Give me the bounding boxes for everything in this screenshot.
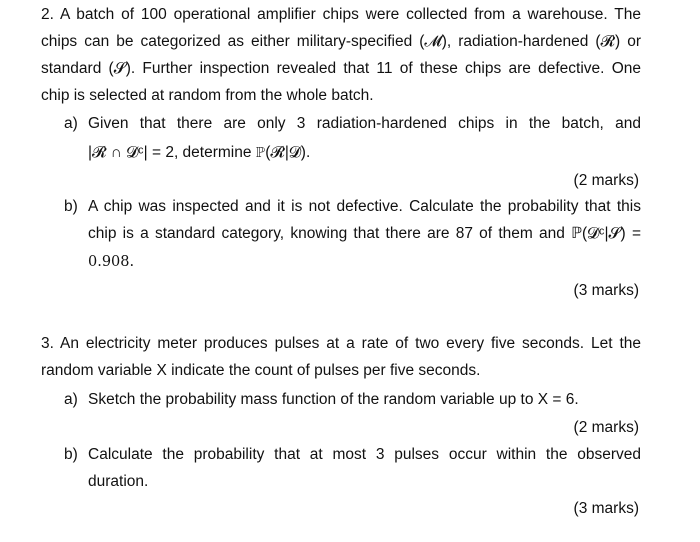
q2a-label: a) [64,115,78,132]
q3b-label: b) [64,446,78,463]
q2-intro-line-1: 2. A batch of 100 operational amplifier chips were collected from a warehouse. The [41,6,641,23]
q3a-marks: (2 marks) [573,419,639,436]
q3b-marks: (3 marks) [573,500,639,517]
q2a-line-1: Given that there are only 3 radiation-hardened chips in the batch, and [88,115,641,132]
q3a-label: a) [64,391,78,408]
q3a-line-1: Sketch the probability mass function of the random variable up to X = 6. [88,391,579,408]
q3b-line-2: duration. [88,473,149,490]
q2b-line-1: A chip was inspected and it is not defective. Calculate the probability that this [88,198,641,215]
q2b-line-2: chip is a standard category, knowing that there are 87 of them and ℙ(𝓓ᶜ|𝓢) = [88,225,641,242]
q2b-label: b) [64,198,78,215]
q2-intro-line-3: standard (𝓢). Further inspection revealed that 11 of these chips are defective. One [41,60,641,77]
q2-intro-line-2: chips can be categorized as either military-specified (𝓜), radiation-hardened (𝓡) or [41,33,641,50]
q2a-line-2: |𝓡 ∩ 𝓓ᶜ| = 2, determine ℙ(𝓡|𝓓). [88,144,311,161]
q3b-line-1: Calculate the probability that at most 3 pulses occur within the observed [88,446,641,463]
q3-intro-line-2: random variable X indicate the count of pulses per five seconds. [41,362,481,379]
q2-intro-line-4: chip is selected at random from the whole batch. [41,87,374,104]
q3-intro-line-1: 3. An electricity meter produces pulses at a rate of two every five seconds. Let the [41,335,641,352]
q2a-marks: (2 marks) [573,172,639,189]
q2b-marks: (3 marks) [573,282,639,299]
q2b-line-3: 0.908. [88,254,135,270]
